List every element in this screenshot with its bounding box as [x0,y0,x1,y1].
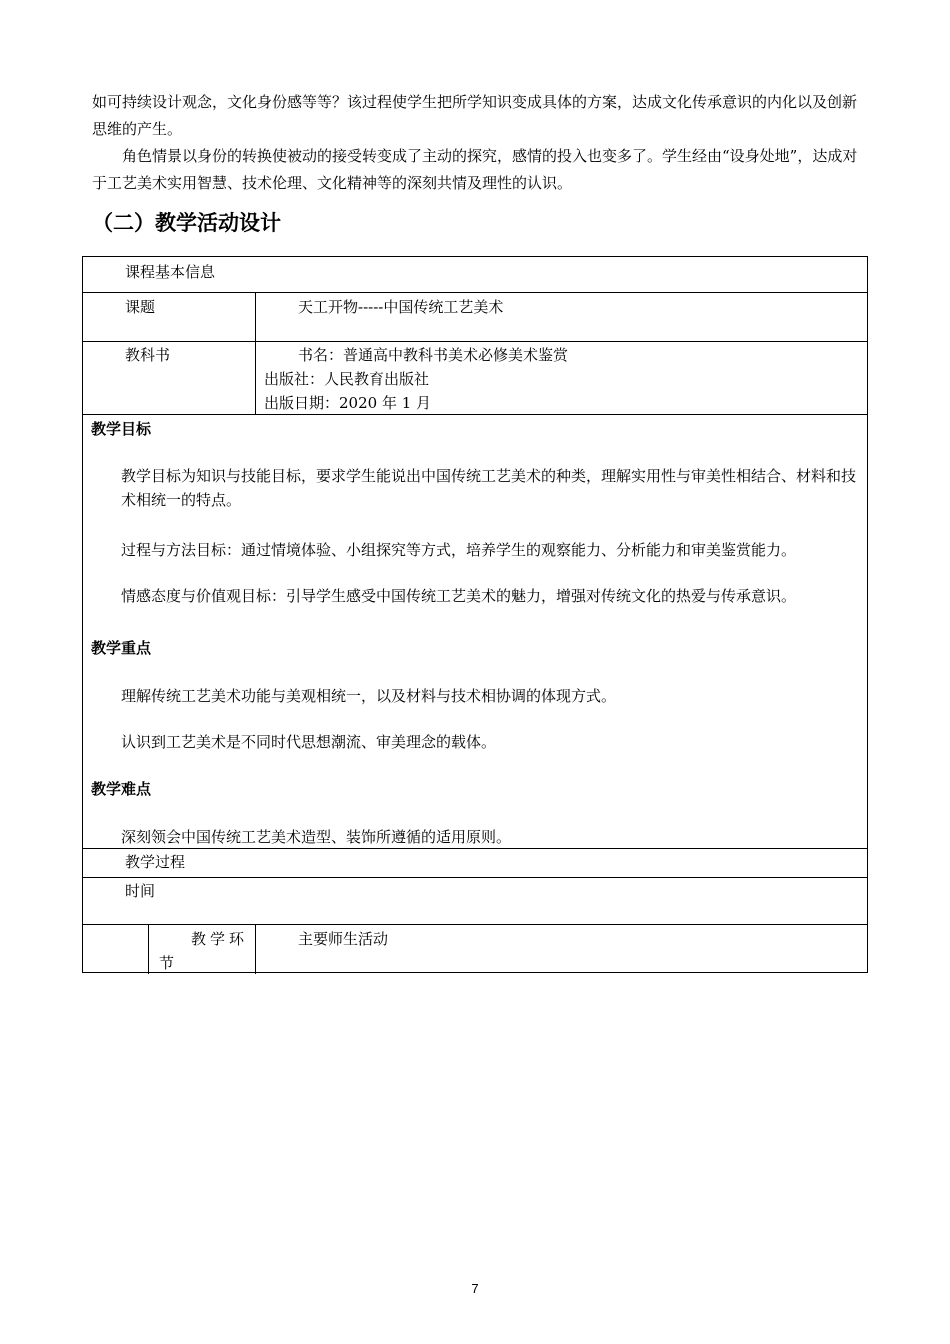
intro-paragraph-2: 角色情景以身份的转换使被动的接受转变成了主动的探究，感情的投入也变多了。学生经由“设身处地”，达成对于工艺美术实用智慧、技术伦理、文化精神等的深刻共情及理性的认识。 [92,147,858,192]
textbook-name: 书名：普通高中教科书美术必修美术鉴赏 [298,346,569,364]
goal-knowledge: 教学目标为知识与技能目标，要求学生能说出中国传统工艺美术的种类，理解实用性与审美性相结合、材料和技术相统一的特点。 [121,467,857,509]
publish-date: 出版日期：2020 年 1 月 [264,394,432,412]
goals-heading: 教学目标 [91,420,152,438]
topic-label: 课题 [125,298,156,316]
key-points-heading: 教学重点 [91,639,152,657]
intro-paragraph-1: 如可持续设计观念，文化身份感等等？该过程使学生把所学知识变成具体的方案，达成文化传承意识的内化以及创新思维的产生。 [92,93,858,138]
row-divider [83,877,867,878]
row-divider [83,292,867,293]
process-label: 教学过程 [125,853,186,871]
difficult-points-heading: 教学难点 [91,780,152,798]
goal-emotion: 情感态度与价值观目标：引导学生感受中国传统工艺美术的魅力，增强对传统文化的热爱与传承意识。 [121,587,797,605]
goal-process: 过程与方法目标：通过情境体验、小组探究等方式，培养学生的观察能力、分析能力和审美鉴赏能力。 [121,541,797,559]
row-divider [83,414,867,415]
stage-label-line-2: 节 [159,954,175,972]
textbook-label: 教科书 [125,346,171,364]
time-label: 时间 [125,882,156,900]
activity-label: 主要师生活动 [298,930,389,948]
key-point-2: 认识到工艺美术是不同时代思想潮流、审美理念的载体。 [121,733,497,751]
basic-info-label: 课程基本信息 [125,263,216,281]
row-divider [83,924,867,925]
section-title: （二）教学活动设计 [92,211,281,235]
publisher: 出版社：人民教育出版社 [264,370,430,388]
topic-value: 天工开物-----中国传统工艺美术 [298,298,504,316]
page-number: 7 [471,1281,479,1296]
column-divider [255,924,256,974]
lesson-design-table [82,256,868,973]
key-point-1: 理解传统工艺美术功能与美观相统一，以及材料与技术相协调的体现方式。 [121,687,617,705]
stage-label-line-1: 教学环 [191,930,249,948]
difficult-point-1: 深刻领会中国传统工艺美术造型、装饰所遵循的适用原则。 [121,828,512,846]
row-divider [83,341,867,342]
column-divider [148,924,149,974]
column-divider [255,292,256,414]
